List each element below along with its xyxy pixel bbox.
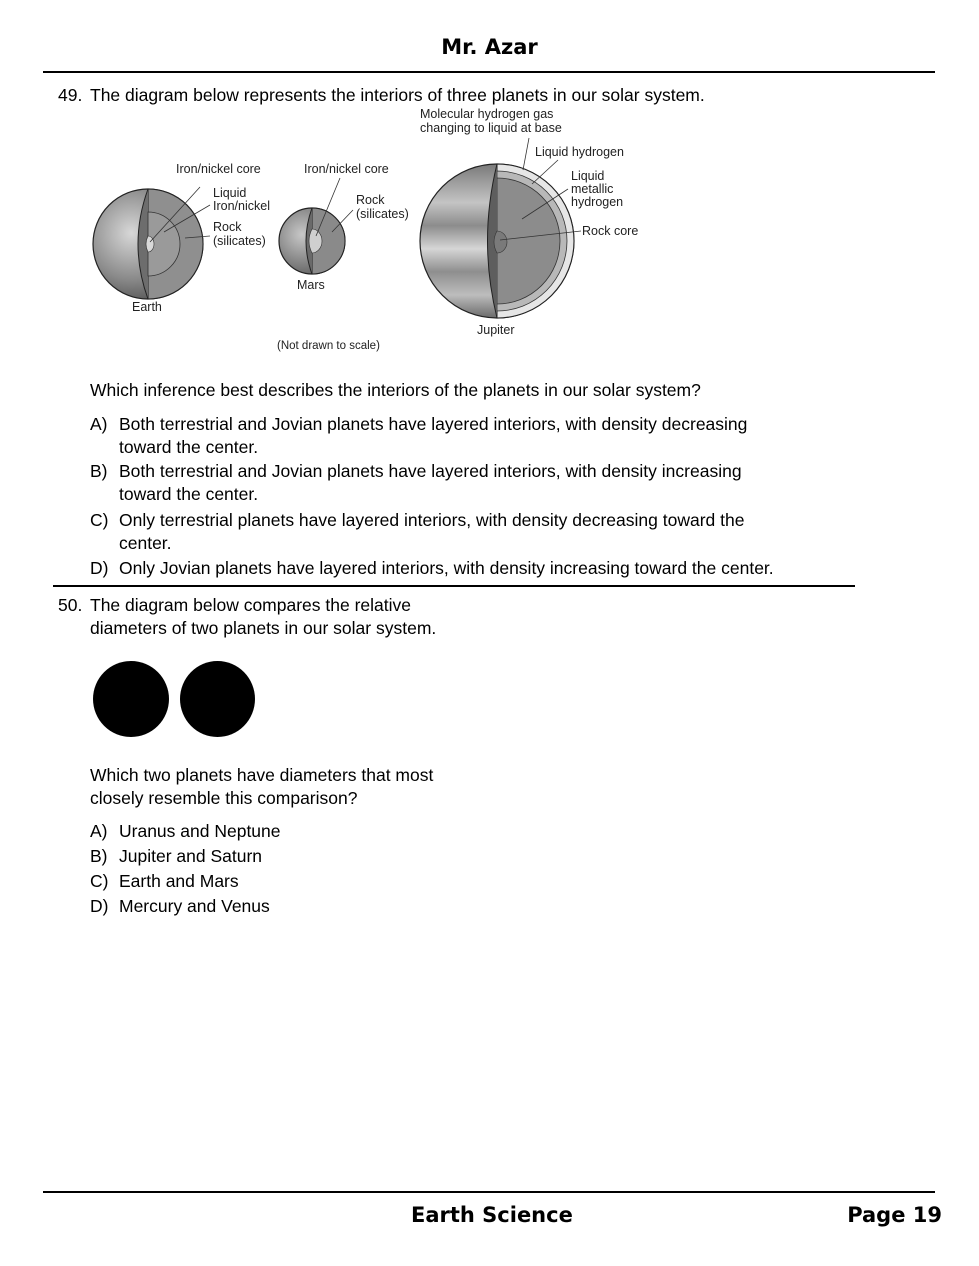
question-50-prompt: Which two planets have diameters that most [90, 765, 434, 785]
question-49-stem: The diagram below represents the interiors of three planets in our solar system. [90, 85, 705, 105]
earth-core-label: Iron/nickel core [176, 162, 261, 176]
choice-label: C) [90, 510, 109, 530]
jupiter-liquid-hydrogen-label: Liquid hydrogen [535, 145, 624, 159]
question-50-choice-a[interactable] [90, 820, 390, 843]
planet-circle-2 [180, 661, 255, 737]
jupiter-metallic-label-2: metallic [571, 182, 614, 196]
earth-rock-label: Rock [213, 220, 242, 234]
question-50-choice-b[interactable] [90, 845, 390, 868]
jupiter-name-label: Jupiter [477, 323, 515, 337]
choice-text: Both terrestrial and Jovian planets have layered interiors, with density decreasing [119, 414, 748, 434]
choice-label: D) [90, 896, 109, 916]
jupiter-cross-section [420, 138, 581, 318]
choice-text: Only terrestrial planets have layered interiors, with density decreasing toward the [119, 510, 745, 530]
choice-text: Earth and Mars [119, 871, 239, 891]
question-49-prompt: Which inference best describes the interiors of the planets in our solar system? [90, 380, 701, 400]
question-50-choice-c[interactable] [90, 870, 390, 893]
question-divider [53, 585, 855, 587]
mars-rock-label-2: (silicates) [356, 207, 409, 221]
question-50-stem-cont: diameters of two planets in our solar system. [90, 618, 437, 638]
footer-subject: Earth Science [411, 1203, 573, 1227]
question-50-number: 50. [58, 595, 83, 615]
choice-text: Both terrestrial and Jovian planets have layered interiors, with density increasing [119, 461, 742, 481]
planet-circle-1 [93, 661, 169, 737]
footer-divider [43, 1191, 935, 1193]
page-header-title: Mr. Azar [441, 35, 538, 59]
question-49-choice-a[interactable] [90, 413, 850, 459]
question-49-choice-c[interactable] [90, 509, 850, 555]
earth-name-label: Earth [132, 300, 162, 314]
choice-text-cont: center. [119, 533, 172, 553]
question-49-number: 49. [58, 85, 83, 105]
mars-rock-label: Rock [356, 193, 385, 207]
page-number: Page 19 [847, 1203, 942, 1227]
jupiter-metallic-label-3: hydrogen [571, 195, 624, 209]
earth-cross-section [93, 187, 210, 299]
mars-core-label: Iron/nickel core [304, 162, 389, 176]
earth-liquid-label: Liquid [213, 186, 247, 200]
choice-label: A) [90, 414, 108, 434]
choice-label: D) [90, 558, 109, 578]
choice-label: B) [90, 846, 108, 866]
jupiter-core-label: Rock core [582, 224, 639, 238]
choice-label: B) [90, 461, 108, 481]
not-to-scale-note: (Not drawn to scale) [277, 340, 380, 352]
choice-text: Jupiter and Saturn [119, 846, 263, 866]
question-49-choice-d[interactable] [90, 557, 850, 580]
question-49-choice-b[interactable] [90, 460, 850, 506]
question-50-stem: The diagram below compares the relative [90, 595, 411, 615]
question-50-prompt-cont: closely resemble this comparison? [90, 788, 358, 808]
mars-cross-section [279, 178, 353, 274]
earth-liquid-label-2: Iron/nickel [213, 199, 270, 213]
choice-label: A) [90, 821, 108, 841]
choice-text: Only Jovian planets have layered interiors, with density increasing toward the center. [119, 558, 774, 578]
mars-name-label: Mars [297, 278, 325, 292]
earth-rock-label-2: (silicates) [213, 234, 266, 248]
choice-label: C) [90, 871, 109, 891]
choice-text-cont: toward the center. [119, 437, 259, 457]
jupiter-metallic-label: Liquid [571, 169, 605, 183]
planet-interiors-diagram [0, 0, 979, 360]
jupiter-gas-label: Molecular hydrogen gas [420, 107, 554, 121]
choice-text: Mercury and Venus [119, 896, 270, 916]
choice-text: Uranus and Neptune [119, 821, 281, 841]
jupiter-gas-label-2: changing to liquid at base [420, 121, 562, 135]
choice-text-cont: toward the center. [119, 484, 259, 504]
question-50-choice-d[interactable] [90, 895, 390, 918]
